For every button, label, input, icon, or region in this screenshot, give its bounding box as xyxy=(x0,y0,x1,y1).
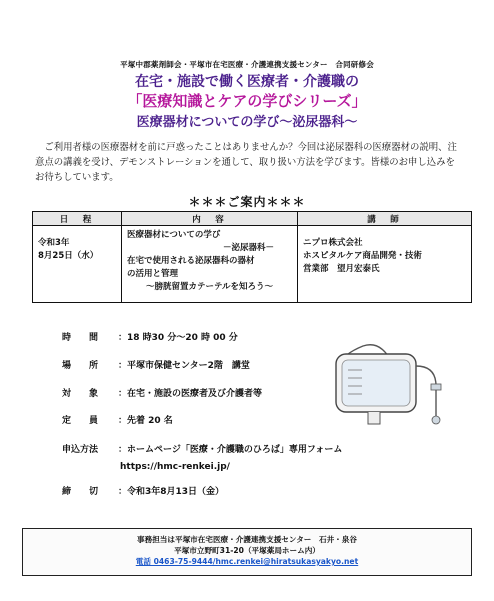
place-label: 場 所 xyxy=(62,361,99,371)
schedule-header-row xyxy=(33,212,472,226)
series-title: 「医療知識とケアの学びシリーズ」 xyxy=(127,92,367,110)
title-line-1: 在宅・施設で働く医療者・介護職の xyxy=(135,74,359,90)
time-value: ：18 時30 分～20 時 00 分 xyxy=(118,333,238,343)
place-row xyxy=(62,360,250,372)
contact-footer xyxy=(22,528,472,576)
intro-paragraph: ご利用者様の医療器材を前に戸惑ったことはありませんか？今回は泌尿器科の医療器材の説明、注意点の講義を受け、デモンストレーションを通して、取り扱い方法を学びます。皆様のお申し込みをお待ちしています。 xyxy=(35,142,457,183)
target-label: 対 象 xyxy=(62,389,99,399)
urine-bag-icon xyxy=(318,336,448,446)
target-value: ：在宅・施設の医療者及び介護者等 xyxy=(118,389,263,399)
deadline-value: ：令和3年8月13日（金） xyxy=(118,487,225,497)
capacity-value: ：先着 20 名 xyxy=(118,416,173,426)
guide-heading: ＊＊＊ご案内＊＊＊ xyxy=(188,195,306,209)
apply-label: 申込方法 xyxy=(62,445,99,455)
content-line: －泌尿器科－ xyxy=(222,243,274,253)
lecturer-dept: ホスピタルケア商品開発・技術 xyxy=(303,251,422,261)
content-line: 医療器材についての学び xyxy=(127,230,221,240)
apply-value: ：ホームページ「医療・介護職のひろば」専用フォーム xyxy=(118,445,343,455)
time-row xyxy=(62,332,238,344)
content-line: の活用と管理 xyxy=(127,269,179,279)
date-cell xyxy=(33,226,122,303)
header-date: 日 程 xyxy=(33,212,122,226)
time-label: 時 間 xyxy=(62,333,99,343)
content-line: ～膀胱留置カテーテルを知ろう～ xyxy=(145,282,274,292)
apply-url-link[interactable]: https://hmc-renkei.jp/ xyxy=(120,462,230,472)
header-lecturer: 講 師 xyxy=(298,212,472,226)
organizer-line: 平塚中郡薬剤師会・平塚市在宅医療・介護連携支援センター 合同研修会 xyxy=(120,60,374,69)
session-title: 医療器材についての学び〜泌尿器科〜 xyxy=(136,115,358,130)
capacity-label: 定 員 xyxy=(62,416,99,426)
schedule-row xyxy=(33,226,472,303)
lecturer-name: 営業部 望月宏泰氏 xyxy=(303,264,380,274)
deadline-label: 締 切 xyxy=(62,487,99,497)
schedule-table xyxy=(32,211,472,303)
date-day: 8月25日（水） xyxy=(38,251,99,261)
place-value: ：平塚市保健センター2階 講堂 xyxy=(118,361,250,371)
content-line: 在宅で使用される泌尿器科の器材 xyxy=(127,256,255,266)
footer-address: 平塚市立野町31-20（平塚薬局ホーム内） xyxy=(174,546,320,555)
lecturer-company: ニプロ株式会社 xyxy=(303,238,363,248)
target-row xyxy=(62,388,262,400)
footer-contact-link[interactable]: 電話 0463-75-9444/hmc.renkei@hiratsukasyakyo.net xyxy=(135,557,359,566)
content-cell xyxy=(122,226,298,303)
deadline-row xyxy=(62,486,224,498)
footer-line: 事務担当は平塚市在宅医療・介護連携支援センター 石井・泉谷 xyxy=(137,535,357,544)
apply-row xyxy=(62,444,342,456)
header-content: 内 容 xyxy=(122,212,298,226)
capacity-row xyxy=(62,415,173,427)
lecturer-cell xyxy=(298,226,472,303)
date-year: 令和3年 xyxy=(38,238,70,248)
